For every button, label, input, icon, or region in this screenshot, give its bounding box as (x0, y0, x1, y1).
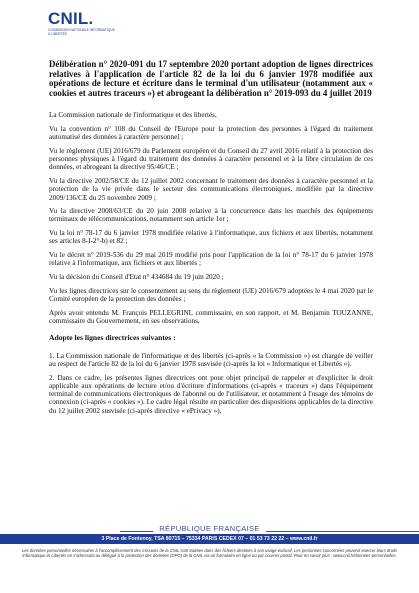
logo-subtitle: COMMISSION NATIONALE INFORMATIQUE & LIBERTÉS (48, 28, 115, 36)
footer-address-bar: 3 Place de Fontenoy, TSA 80715 – 75334 PARIS CEDEX 07 – 01 53 73 22 22 – www.cnil.fr (0, 534, 419, 544)
preamble-paragraph: Vu le décret n° 2019-536 du 29 mai 2019 modifié pris pour l'application de la loi n° 78-17 du 6 janvier 1978 relative à l'informatique, aux fichiers et aux libertés ; (49, 251, 373, 268)
document-title: Délibération n° 2020-091 du 17 septembre 2020 portant adoption de lignes directrices relatives à l'application de l'article 82 de la loi du 6 janvier 1978 modifiée aux opérations de lecture et écriture dans le terminal d'un utilisateur (notamment aux « cookies et autres traceurs ») et abrogeant la délibération n° 2019-093 du 4 juillet 2019 (49, 59, 373, 98)
preamble (49, 111, 373, 325)
cnil-logo (48, 10, 138, 36)
article-paragraph: 2. Dans ce cadre, les présentes lignes directrices ont pour objet principal de rappeler et d'expliciter le droit applicable aux opérations de lecture et/ou d'écriture d'informations (ci-après « traceurs ») dans l'équipement terminal de communications électroniques de l'abonné ou de l'utilisateur, et notamment à l'usage des témoins de connexion (ci-après « cookies »). Le cadre légal résulte en particulier des dispositions applicables de la directive du 12 juillet 2002 susvisée (ci-après directive « ePrivacy »), (49, 373, 373, 415)
articles (49, 352, 373, 415)
preamble-paragraph: Vu la loi n° 78-17 du 6 janvier 1978 modifiée relative à l'informatique, aux fichiers et aux libertés, notamment ses articles 8-I-2°-b) et 82 ; (49, 229, 373, 246)
preamble-paragraph: Vu la décision du Conseil d'Etat n° 434684 du 19 juin 2020 ; (49, 272, 224, 281)
preamble-paragraph: Après avoir entendu M. François PELLEGRINI, commissaire, en son rapport, et M. Benjamin TOUZANNE, commissaire du Gouvernement, en ses observations, (49, 308, 373, 325)
preamble-paragraph: La Commission nationale de l'informatique et des libertés, (49, 111, 217, 120)
preamble-paragraph: Vu la convention n° 108 du Conseil de l'Europe pour la protection des personnes à l'égard du traitement automatisé des données à caractère personnel ; (49, 125, 373, 142)
footer-republique (0, 524, 419, 533)
section-heading: Adopte les lignes directrices suivantes : (49, 332, 176, 342)
article-paragraph: 1. La Commission nationale de l'informatique et des libertés (ci-après « la Commission ») est chargée de veiller au respect de l'article 82 de la loi du 6 janvier 1978 susvisée (ci-après la loi « Informatique et Libertés »). (49, 351, 373, 369)
republique-label: RÉPUBLIQUE FRANÇAISE (153, 524, 266, 533)
logo-wordmark: CNIL. (48, 9, 94, 28)
preamble-paragraph: Vu les lignes directrices sur le consentement au sens du règlement (UE) 2016/679 adoptées le 4 mai 2020 par le Comité européen de la protection des données ; (49, 286, 373, 303)
preamble-paragraph: Vu le règlement (UE) 2016/679 du Parlement européen et du Conseil du 27 avril 2016 relatif à la protection des personnes physiques à l'égard du traitement des données à caractère personnel et à la libre circulation de ces données, et abrogeant la directive 95/46/CE ; (49, 146, 373, 172)
preamble-paragraph: Vu la directive 2008/63/CE du 20 juin 2008 relative à la concurrence dans les marchés des équipements terminaux de télécommunications, notamment son article 1er ; (49, 207, 373, 224)
preamble-paragraph: Vu la directive 2002/58/CE du 12 juillet 2002 concernant le traitement des données à caractère personnel et la protection de la vie privée dans le secteur des communications électroniques, modifiée par la directive 2009/136/CE du 25 novembre 2009 ; (49, 177, 373, 202)
document-body (49, 60, 373, 420)
footer-privacy-note: Les données personnelles nécessaires à l'accomplissement des missions de la CNIL sont traitées dans des fichiers destinés à son usage exclusif. Les personnes concernées peuvent exercer leurs droits Informatique et Libertés en s'adressant au délégué à la protection des données (DPO) de la CNIL via un formulaire en ligne ou par courrier postal. Pour en savoir plus : www.cnil.fr/donnees-personnelles. (21, 548, 398, 559)
